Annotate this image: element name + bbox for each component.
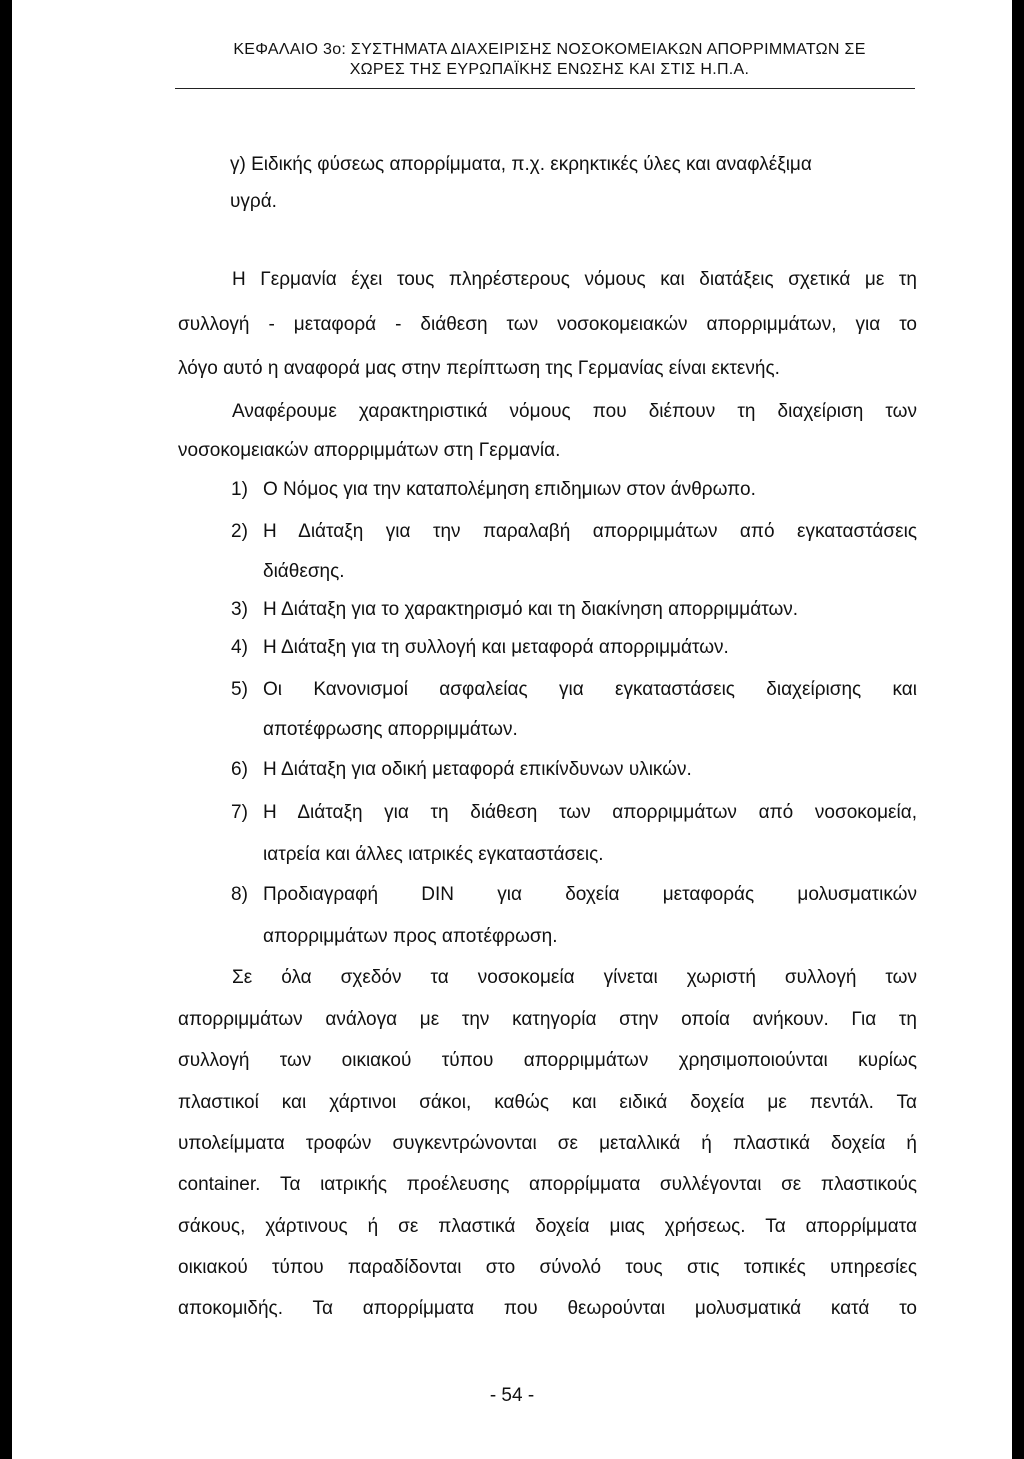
para2-line-2: νοσοκομειακών απορριμμάτων στη Γερμανία.	[178, 440, 561, 461]
para3-line-9: αποκομιδής. Τα απορρίμματα που θεωρούνται μολυσματικά κατά το	[178, 1298, 917, 1319]
law-5-line-2: αποτέφρωσης απορριμμάτων.	[263, 719, 518, 740]
law-2-line-2: διάθεσης.	[263, 561, 345, 582]
page-number: - 54 -	[489, 1385, 535, 1406]
law-3-num: 3)	[231, 599, 248, 620]
para3-line-3: συλλογή των οικιακού τύπου απορριμμάτων χρησιμοποιούνται κυρίως	[178, 1050, 917, 1071]
header-rule	[175, 88, 915, 89]
para1-line-3: λόγο αυτό η αναφορά μας στην περίπτωση της Γερμανίας είναι εκτενής.	[178, 358, 780, 379]
law-7-line-2: ιατρεία και άλλες ιατρικές εγκαταστάσεις.	[263, 844, 604, 865]
item-c-line-2: υγρά.	[230, 191, 277, 212]
law-8-line-1: Προδιαγραφή DIN για δοχεία μεταφοράς μολυσματικών	[263, 884, 917, 905]
para1-line-2: συλλογή - μεταφορά - διάθεση των νοσοκομειακών απορριμμάτων, για το	[178, 314, 917, 335]
law-6-num: 6)	[231, 759, 248, 780]
item-c-line-1: γ) Ειδικής φύσεως απορρίμματα, π.χ. εκρηκτικές ύλες και αναφλέξιμα	[230, 154, 812, 175]
para3-line-6: container. Τα ιατρικής προέλευσης απορρίμματα συλλέγονται σε πλαστικούς	[178, 1174, 917, 1195]
law-1-num: 1)	[231, 479, 248, 500]
law-5-line-1: Οι Κανονισμοί ασφαλείας για εγκαταστάσεις διαχείρισης και	[263, 679, 917, 700]
para1-line-1: Η Γερμανία έχει τους πληρέστερους νόμους και διατάξεις σχετικά με τη	[232, 269, 917, 290]
document-page	[12, 0, 1012, 1459]
law-8-line-2: απορριμμάτων προς αποτέφρωση.	[263, 926, 558, 947]
chapter-header	[177, 40, 922, 80]
header-line-2: ΧΩΡΕΣ ΤΗΣ ΕΥΡΩΠΑΪΚΗΣ ΕΝΩΣΗΣ ΚΑΙ ΣΤΙΣ Η.Π.Α.	[349, 61, 750, 78]
para3-line-1: Σε όλα σχεδόν τα νοσοκομεία γίνεται χωριστή συλλογή των	[232, 967, 917, 988]
law-7-line-1: Η Διάταξη για τη διάθεση των απορριμμάτων από νοσοκομεία,	[263, 802, 917, 823]
law-1-line-1: Ο Νόμος για την καταπολέμηση επιδημιων στον άνθρωπο.	[263, 479, 756, 500]
para3-line-5: υπολείμματα τροφών συγκεντρώνονται σε μεταλλικά ή πλαστικά δοχεία ή	[178, 1133, 917, 1154]
law-4-num: 4)	[231, 637, 248, 658]
law-2-line-1: Η Διάταξη για την παραλαβή απορριμμάτων από εγκαταστάσεις	[263, 521, 917, 542]
para3-line-2: απορριμμάτων ανάλογα με την κατηγορία στην οποία ανήκουν. Για τη	[178, 1009, 917, 1030]
law-8-num: 8)	[231, 884, 248, 905]
law-3-line-1: Η Διάταξη για το χαρακτηρισμό και τη διακίνηση απορριμμάτων.	[263, 599, 799, 620]
law-2-num: 2)	[231, 521, 248, 542]
law-5-num: 5)	[231, 679, 248, 700]
para3-line-8: οικιακού τύπου παραδίδονται στο σύνολό τους στις τοπικές υπηρεσίες	[178, 1257, 917, 1278]
law-7-num: 7)	[231, 802, 248, 823]
para3-line-4: πλαστικοί και χάρτινοι σάκοι, καθώς και ειδικά δοχεία με πεντάλ. Τα	[178, 1092, 917, 1113]
para3-line-7: σάκους, χάρτινους ή σε πλαστικά δοχεία μιας χρήσεως. Τα απορρίμματα	[178, 1216, 917, 1237]
law-6-line-1: Η Διάταξη για οδική μεταφορά επικίνδυνων υλικών.	[263, 759, 692, 780]
law-4-line-1: Η Διάταξη για τη συλλογή και μεταφορά απορριμμάτων.	[263, 637, 729, 658]
para2-line-1: Αναφέρουμε χαρακτηριστικά νόμους που διέπουν τη διαχείριση των	[232, 401, 917, 422]
header-line-1: ΚΕΦΑΛΑΙΟ 3ο: ΣΥΣΤΗΜΑΤΑ ΔΙΑΧΕΙΡΙΣΗΣ ΝΟΣΟΚΟΜΕΙΑΚΩΝ ΑΠΟΡΡΙΜΜΑΤΩΝ ΣΕ	[233, 41, 866, 58]
